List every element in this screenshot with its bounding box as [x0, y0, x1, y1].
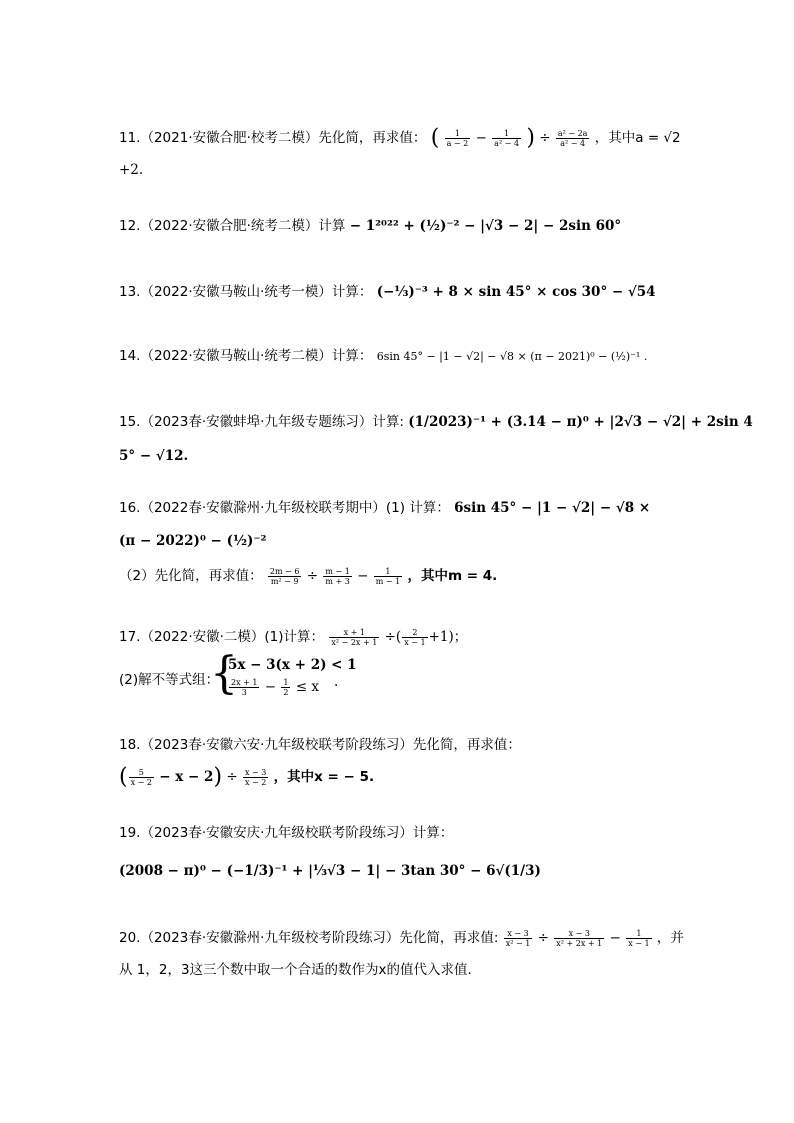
problem-18-line2 — [119, 764, 375, 790]
problem-13-expr: (−⅓)⁻³ + 8 × sin 45° × cos 30° − √54 — [376, 284, 656, 300]
problem-13 — [119, 282, 656, 302]
problem-15-line2: 5° − √12. — [119, 448, 189, 464]
problem-16-prefix: 16.（2022春·安徽滁州·九年级校联考期中）(1) 计算： — [119, 500, 450, 516]
problem-17-part2-prefix: (2)解不等式组： — [119, 672, 220, 688]
problem-11-tail: ，其中a = √2 — [594, 130, 681, 146]
problem-19-prefix: 19.（2023春·安徽安庆·九年级校联考阶段练习）计算： — [119, 825, 454, 841]
problem-16-part2 — [119, 566, 497, 586]
problem-15 — [119, 412, 753, 432]
problem-16-line2: (π − 2022)⁰ − (½)⁻² — [119, 533, 267, 549]
problem-11-prefix: 11.（2021·安徽合肥·校考二模）先化简，再求值： — [119, 130, 427, 146]
problem-12-prefix: 12.（2022·安徽合肥·统考二模）计算 — [119, 218, 346, 234]
problem-19 — [119, 823, 453, 843]
fraction — [329, 628, 379, 647]
problem-20-line2: 从 1，2，3这三个数中取一个合适的数作为x的值代入求值. — [119, 962, 472, 978]
fraction-num: m − 1 — [325, 567, 350, 576]
fraction — [281, 678, 290, 697]
problem-20 — [119, 928, 684, 948]
minus-sign: − — [357, 568, 369, 584]
problem-15-prefix: 15.（2023春·安徽蚌埠·九年级专题练习）计算: — [119, 414, 404, 430]
problem-18-prefix: 18.（2023春·安徽六安·九年级校联考阶段练习）先化简，再求值： — [119, 737, 521, 753]
fraction-num: 1 — [492, 129, 521, 139]
divide-sign: ÷ — [226, 769, 238, 785]
fraction-den: m² − 9 — [270, 577, 299, 586]
fraction-num: 1 — [626, 929, 651, 939]
problem-16-expr: 6sin 45° − |1 − √2| − √8 × — [454, 500, 651, 516]
fraction — [402, 628, 427, 647]
fraction-num: 2m − 6 — [269, 567, 300, 576]
problem-12 — [119, 216, 621, 236]
problem-17-prefix: 17.（2022·安徽·二模）(1)计算： — [119, 629, 325, 645]
divide-sign: ÷ — [537, 930, 549, 946]
problem-15-expr: (1/2023)⁻¹ + (3.14 − π)⁰ + |2√3 − √2| + 2sin 4 — [408, 414, 753, 430]
problem-12-expr: − 1²⁰²² + (½)⁻² − |√3 − 2| − 2sin 60° — [349, 218, 622, 234]
fraction — [556, 129, 590, 148]
paren-open: ( — [119, 764, 128, 790]
fraction-den: x − 2 — [130, 778, 152, 787]
minus-sign: − — [475, 130, 487, 146]
fraction-den: x² + 2x + 1 — [556, 939, 603, 948]
minus-sign: − — [264, 679, 277, 695]
fraction — [445, 129, 471, 148]
problem-17-dot: . — [334, 674, 339, 690]
fraction — [129, 768, 154, 787]
divide-sign: ÷ — [539, 130, 551, 146]
problem-16-part2-prefix: （2）先化简，再求值： — [119, 568, 263, 584]
fraction-num: x − 3 — [554, 929, 604, 939]
problem-20-tail: ，并 — [656, 930, 684, 946]
fraction — [554, 929, 604, 948]
fraction-num: 2 — [402, 628, 427, 638]
paren-close: ) — [526, 125, 535, 151]
problem-16-part2-tail: ，其中m = 4. — [407, 568, 498, 584]
problem-14-prefix: 14.（2022·安徽马鞍山·统考二模）计算： — [119, 348, 373, 364]
divide-sign: ÷( — [384, 629, 402, 645]
paren-open: ( — [430, 125, 440, 151]
problem-11-line2: +2. — [119, 162, 144, 178]
problem-14 — [119, 346, 647, 367]
fraction — [323, 567, 351, 586]
fraction-den: 2 — [283, 688, 289, 697]
fraction-den: x − 2 — [244, 778, 267, 787]
fraction-num: 1 — [374, 567, 402, 577]
fraction — [492, 129, 521, 148]
fraction-den: x − 1 — [628, 939, 650, 948]
fraction-num: 2x + 1 — [231, 678, 258, 687]
fraction-num: 1 — [283, 678, 289, 687]
inequality-1: 5x − 3(x + 2) < 1 — [228, 657, 357, 673]
fraction — [268, 567, 302, 586]
problem-18-tail: ，其中x = − 5. — [273, 769, 375, 785]
fraction-num: 1 — [445, 129, 471, 139]
fraction-den: a² − 4 — [560, 139, 586, 148]
problem-17 — [119, 627, 467, 647]
problem-16 — [119, 498, 650, 518]
problem-13-prefix: 13.（2022·安徽马鞍山·统考一模）计算： — [119, 284, 373, 300]
fraction-den: m + 3 — [325, 577, 350, 586]
fraction-num: 5 — [129, 768, 154, 778]
fraction — [626, 929, 651, 948]
problem-20-prefix: 20.（2023春·安徽滁州·九年级校考阶段练习）先化简，再求值: — [119, 930, 499, 946]
problem-19-expr: (2008 − π)⁰ − (−1/3)⁻¹ + |⅓√3 − 1| − 3tan 30° − 6√(1/3) — [119, 863, 541, 879]
fraction-den: x² − 2x + 1 — [331, 638, 378, 647]
fraction-num: x + 1 — [329, 628, 379, 638]
problem-17-part2 — [119, 670, 219, 690]
fraction-den: x² − 1 — [505, 939, 531, 948]
fraction-den: a² − 4 — [494, 139, 520, 148]
minus-sign: − — [609, 930, 621, 946]
fraction-num: x − 3 — [244, 768, 267, 777]
fraction-den: 3 — [241, 688, 247, 697]
fraction-num: a² − 2a — [557, 129, 588, 138]
problem-18-mid: − x − 2 — [159, 769, 214, 785]
problem-17-tail: +1)； — [428, 629, 468, 645]
problem-14-expr: 6sin 45° − |1 − √2| − √8 × (π − 2021)⁰ − (½)⁻¹ . — [376, 350, 648, 363]
fraction-den: m − 1 — [375, 577, 401, 586]
inequality-2 — [228, 677, 319, 697]
fraction — [504, 929, 533, 948]
fraction — [374, 567, 402, 586]
fraction-den: a − 2 — [446, 139, 469, 148]
problem-18 — [119, 735, 521, 755]
fraction-num: x − 3 — [504, 929, 533, 939]
inequality-2-tail: ≤ x — [295, 679, 319, 695]
left-brace: { — [210, 648, 238, 699]
problem-11 — [119, 125, 681, 151]
paren-close: ) — [213, 764, 223, 790]
fraction — [243, 768, 268, 787]
fraction — [229, 678, 259, 697]
fraction-den: x − 1 — [404, 638, 426, 647]
divide-sign: ÷ — [306, 568, 319, 584]
